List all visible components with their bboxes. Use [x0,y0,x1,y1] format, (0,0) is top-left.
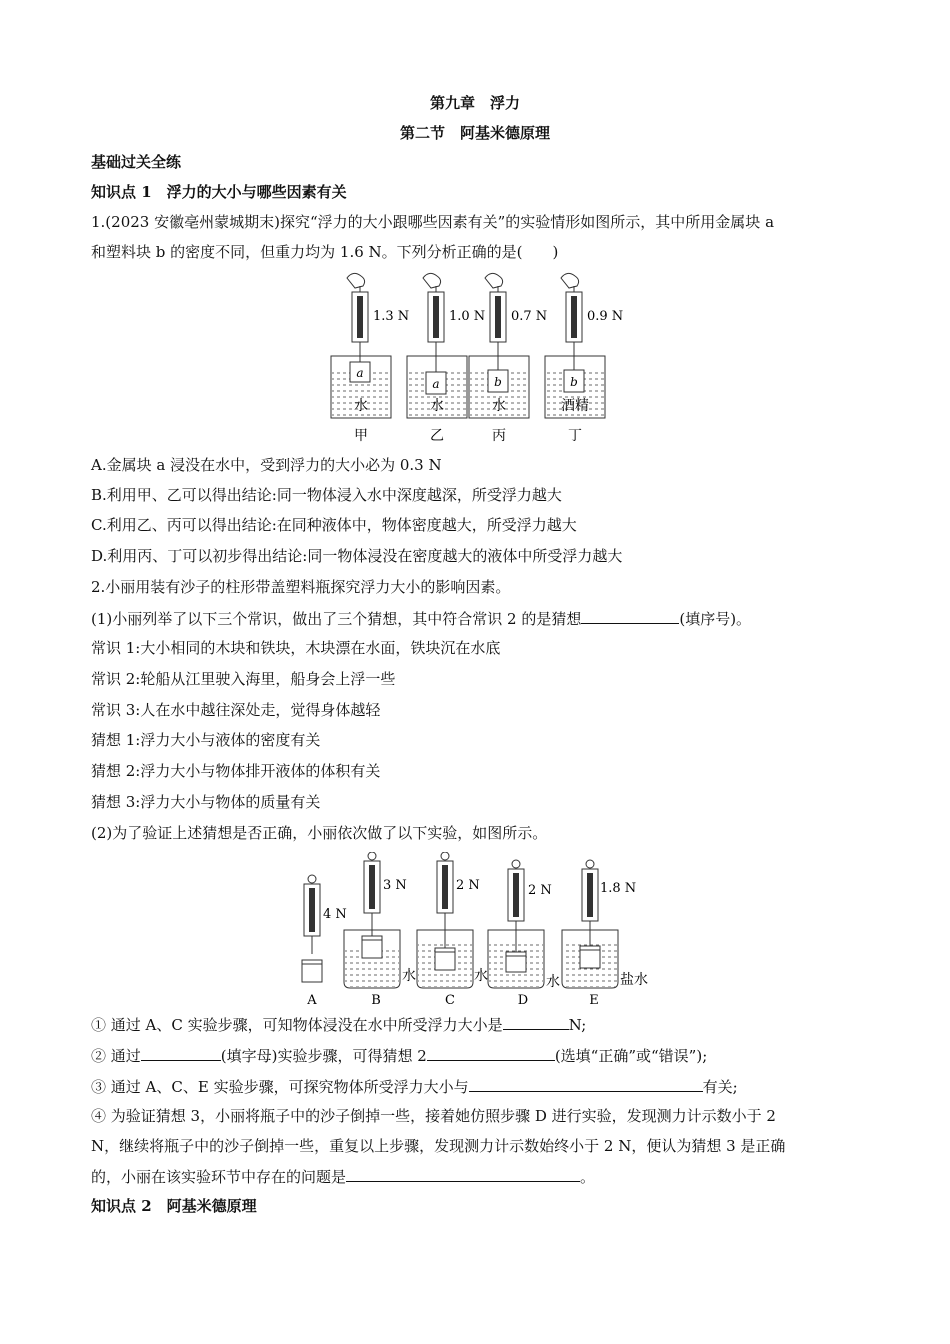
fig2-reading: 2 N [456,878,480,893]
guess-3: 猜想 3:浮力大小与物体的质量有关 [91,793,321,811]
q2-sub4-suffix: 。 [580,1168,596,1186]
common-sense-2: 常识 2:轮船从江里驶入海里，船身会上浮一些 [91,670,396,688]
q2-sub3 [91,1076,866,1097]
q2-sub3-suffix: 有关; [702,1078,738,1096]
fig1-liquid-label: 水 [354,398,368,414]
fig2-step-e [562,860,648,1008]
basic-practice-heading: 基础过关全练 [91,153,182,171]
q1-option-d: D.利用丙、丁可以初步得出结论:同一物体浸没在密度越大的液体中所受浮力越大 [91,547,623,565]
figure-2-experiment [290,852,660,1008]
q2-sub4-line3 [91,1166,866,1187]
q2-part2: (2)为了验证上述猜想是否正确，小丽依次做了以下实验，如图所示。 [91,824,548,842]
fig2-reading: 1.8 N [600,881,637,896]
fig2-step-label: D [517,993,529,1008]
knowledge-point-2-heading: 知识点 2 阿基米德原理 [91,1197,257,1215]
fig1-liquid-label: 水 [492,398,506,414]
fig2-reading: 3 N [383,878,407,893]
fig2-reading: 2 N [528,883,552,898]
q2-sub4-text: 的，小丽在该实验环节中存在的问题是 [91,1168,347,1186]
fig2-step-label: E [589,993,599,1008]
fig1-panel-label: 丙 [492,428,506,444]
hand-icon [485,273,503,288]
fig1-setup-1 [331,273,409,444]
section-title: 第二节 阿基米德原理 [399,124,550,142]
q2-stem: 2.小丽用装有沙子的柱形带盖塑料瓶探究浮力大小的影响因素。 [91,578,511,596]
q2-sub2-text-c: (选填“正确”或“错误”); [554,1047,708,1065]
chapter-title: 第九章 浮力 [429,94,520,112]
answer-blank-4[interactable] [427,1045,555,1061]
fig2-step-label: B [371,993,381,1008]
fig1-panel-label: 甲 [354,428,368,444]
answer-blank-3[interactable] [141,1045,221,1061]
fig2-step-a [302,875,347,1008]
q2-sub4-line1: ④ 为验证猜想 3，小丽将瓶子中的沙子倒掉一些，接着她仿照步骤 D 进行实验，发现测力计示数小于 2 [91,1107,776,1125]
q1-stem-line1: 1.(2023 安徽亳州蒙城期末)探究“浮力的大小跟哪些因素有关”的实验情形如图所示，其中所用金属块 a [91,213,775,231]
fig2-liquid-label: 盐水 [620,972,648,988]
fig1-setup-4 [545,273,623,444]
answer-blank-2[interactable] [503,1014,569,1030]
fig2-step-b [344,852,416,1008]
fig1-block-label: a [356,366,364,380]
fig1-panel-label: 丁 [568,428,582,444]
hand-icon [347,273,365,288]
q1-option-c: C.利用乙、丙可以得出结论:在同种液体中，物体密度越大，所受浮力越大 [91,516,577,534]
fig2-step-d [488,860,560,1008]
q2-sub1-suffix: N; [568,1016,587,1034]
fig1-block-label: b [494,375,502,389]
q2-sub1 [91,1014,866,1035]
q1-option-b: B.利用甲、乙可以得出结论:同一物体浸入水中深度越深，所受浮力越大 [91,486,562,504]
answer-blank-1[interactable] [581,608,679,624]
fig2-reading: 4 N [323,907,347,922]
fig2-liquid-label: 水 [474,968,488,984]
fig2-step-c [417,852,488,1008]
q2-part1 [91,608,866,629]
fig1-block-label: a [432,377,440,391]
answer-blank-6[interactable] [346,1166,580,1182]
fig2-liquid-label: 水 [546,974,560,990]
q2-sub2-text-b: (填字母)实验步骤，可得猜想 2 [220,1047,427,1065]
fig2-liquid-label: 水 [402,968,416,984]
q2-sub2 [91,1045,866,1066]
fig1-panel-label: 乙 [430,428,444,444]
fig1-reading: 1.0 N [449,309,486,324]
fig1-reading: 1.3 N [373,309,410,324]
common-sense-3: 常识 3:人在水中越往深处走，觉得身体越轻 [91,701,381,719]
answer-blank-5[interactable] [469,1076,703,1092]
fig1-liquid-label: 水 [430,398,444,414]
q2-sub3-text: ③ 通过 A、C、E 实验步骤，可探究物体所受浮力大小与 [91,1078,469,1096]
fig1-setup-3 [469,273,547,444]
fig2-step-label: C [445,993,455,1008]
knowledge-point-1-heading: 知识点 1 浮力的大小与哪些因素有关 [91,183,347,201]
q2-sub1-text: ① 通过 A、C 实验步骤，可知物体浸没在水中所受浮力大小是 [91,1016,503,1034]
q1-option-a: A.金属块 a 浸没在水中，受到浮力的大小必为 0.3 N [91,456,442,474]
fig1-block-label: b [570,375,578,389]
guess-2: 猜想 2:浮力大小与物体排开液体的体积有关 [91,762,381,780]
q2-part1-suffix: (填序号)。 [679,610,752,628]
common-sense-1: 常识 1:大小相同的木块和铁块，木块漂在水面，铁块沉在水底 [91,639,501,657]
hand-icon [423,273,441,288]
q2-sub4-line2: N，继续将瓶子中的沙子倒掉一些，重复以上步骤，发现测力计示数始终小于 2 N，便认为猜想 3 是正确 [91,1137,786,1155]
fig1-reading: 0.9 N [587,309,624,324]
guess-1: 猜想 1:浮力大小与液体的密度有关 [91,731,321,749]
figure-1-experiment [325,268,645,448]
q2-sub2-text-a: ② 通过 [91,1047,141,1065]
fig1-reading: 0.7 N [511,309,548,324]
fig2-step-label: A [307,993,317,1008]
fig1-liquid-label: 酒精 [561,398,589,414]
q1-stem-line2: 和塑料块 b 的密度不同，但重力均为 1.6 N。下列分析正确的是( ) [91,243,559,261]
q2-part1-text: (1)小丽列举了以下三个常识，做出了三个猜想，其中符合常识 2 的是猜想 [91,610,582,628]
hand-icon [561,273,579,288]
